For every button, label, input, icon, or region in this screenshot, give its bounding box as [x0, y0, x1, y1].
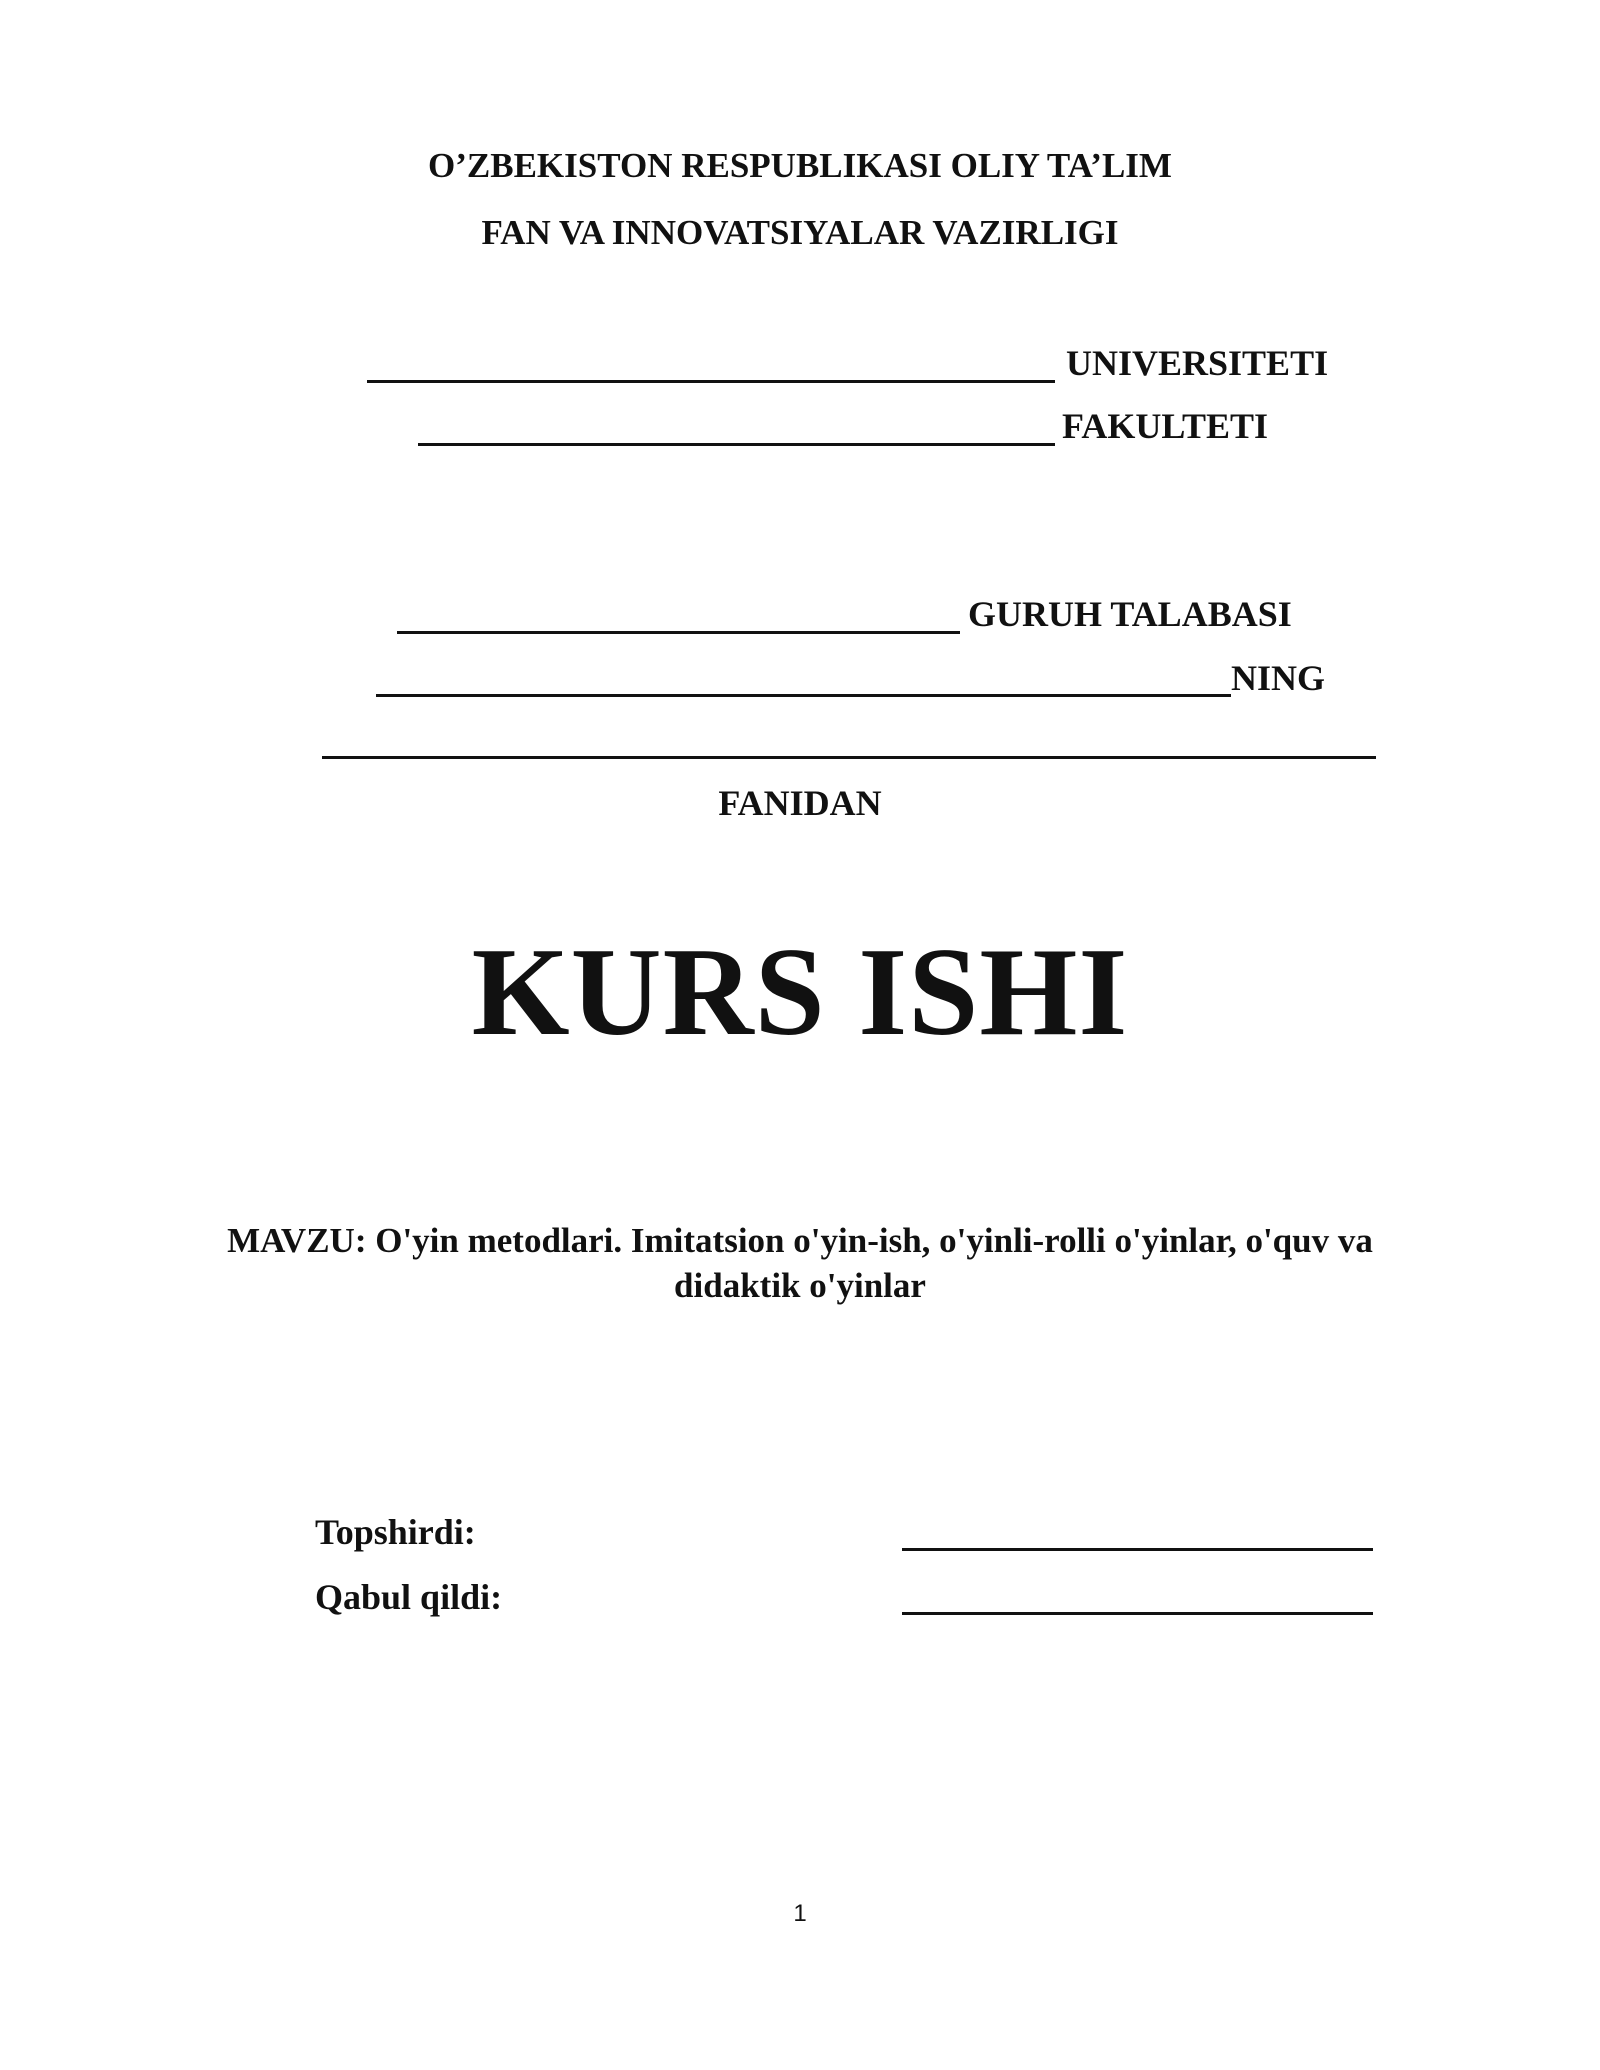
accepted-label: Qabul qildi: — [315, 1577, 503, 1617]
accepted-signature-line — [902, 1612, 1373, 1615]
document-title: KURS ISHI — [471, 923, 1129, 1062]
topic-line1: MAVZU: O'yin metodlari. Imitatsion o'yin-ish, o'yinli-rolli o'yinlar, o'quv va — [227, 1221, 1373, 1260]
student-suffix-label: NING — [1231, 658, 1326, 698]
group-student-label: GURUH TALABASI — [968, 594, 1292, 634]
faculty-label: FAKULTETI — [1062, 406, 1269, 446]
topic-line2: didaktik o'yinlar — [674, 1266, 926, 1305]
university-blank-line — [367, 380, 1055, 383]
submitted-label: Topshirdi: — [315, 1512, 476, 1552]
group-blank-line — [397, 631, 960, 634]
subject-label: FANIDAN — [718, 783, 882, 823]
subject-blank-line — [322, 756, 1376, 759]
page-number: 1 — [793, 1900, 807, 1927]
submitted-signature-line — [902, 1548, 1373, 1551]
ministry-header-line2: FAN VA INNOVATSIYALAR VAZIRLIGI — [481, 213, 1119, 252]
faculty-blank-line — [418, 443, 1055, 446]
university-label: UNIVERSITETI — [1066, 343, 1329, 383]
student-name-blank-line — [376, 694, 1231, 697]
ministry-header-line1: O’ZBEKISTON RESPUBLIKASI OLIY TA’LIM — [428, 146, 1172, 185]
